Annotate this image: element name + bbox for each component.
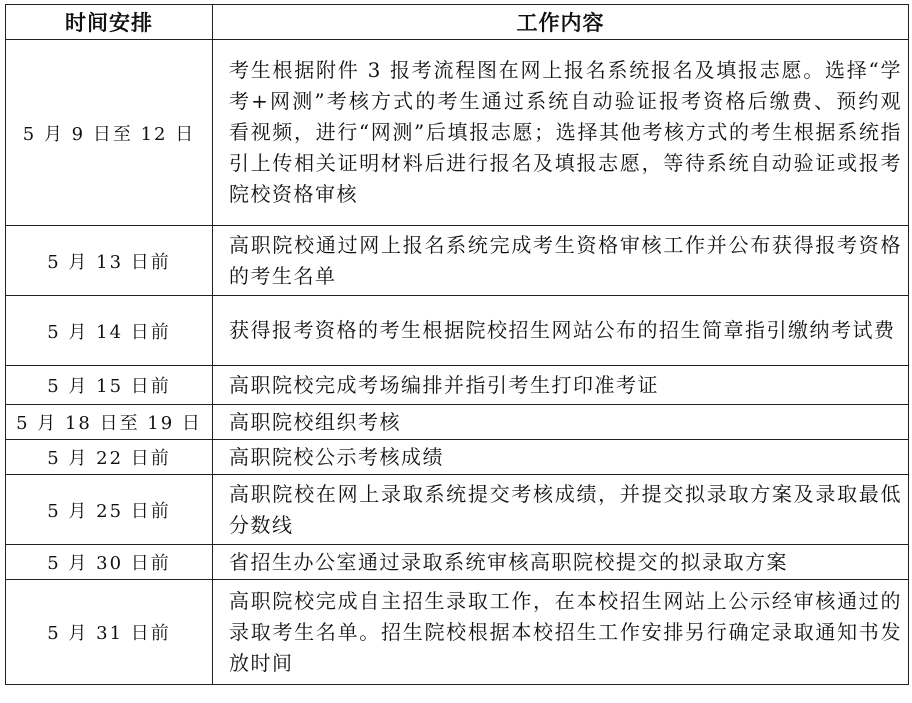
time-cell: 5 月 9 日至 12 日 bbox=[6, 40, 213, 226]
table-row bbox=[6, 40, 909, 226]
content-cell: 高职院校公示考核成绩 bbox=[213, 440, 909, 475]
content-cell: 高职院校在网上录取系统提交考核成绩，并提交拟录取方案及录取最低分数线 bbox=[213, 475, 909, 545]
table-body bbox=[6, 40, 909, 685]
table-row bbox=[6, 475, 909, 545]
time-cell: 5 月 13 日前 bbox=[6, 226, 213, 296]
time-cell: 5 月 18 日至 19 日 bbox=[6, 405, 213, 440]
content-cell: 高职院校通过网上报名系统完成考生资格审核工作并公布获得报考资格的考生名单 bbox=[213, 226, 909, 296]
header-content: 工作内容 bbox=[213, 5, 909, 40]
time-cell: 5 月 22 日前 bbox=[6, 440, 213, 475]
content-cell: 获得报考资格的考生根据院校招生网站公布的招生简章指引缴纳考试费 bbox=[213, 296, 909, 366]
time-cell: 5 月 15 日前 bbox=[6, 366, 213, 405]
table-row bbox=[6, 296, 909, 366]
table-row bbox=[6, 580, 909, 685]
time-cell: 5 月 30 日前 bbox=[6, 545, 213, 580]
header-row bbox=[6, 5, 909, 40]
content-cell: 省招生办公室通过录取系统审核高职院校提交的拟录取方案 bbox=[213, 545, 909, 580]
time-cell: 5 月 14 日前 bbox=[6, 296, 213, 366]
table-row bbox=[6, 226, 909, 296]
header-time: 时间安排 bbox=[6, 5, 213, 40]
content-cell: 高职院校完成自主招生录取工作，在本校招生网站上公示经审核通过的录取考生名单。招生院校根据本校招生工作安排另行确定录取通知书发放时间 bbox=[213, 580, 909, 685]
schedule-table bbox=[5, 4, 909, 685]
table-row bbox=[6, 405, 909, 440]
table-row bbox=[6, 440, 909, 475]
content-cell: 高职院校完成考场编排并指引考生打印准考证 bbox=[213, 366, 909, 405]
time-cell: 5 月 31 日前 bbox=[6, 580, 213, 685]
table-row bbox=[6, 545, 909, 580]
content-cell: 高职院校组织考核 bbox=[213, 405, 909, 440]
table-row bbox=[6, 366, 909, 405]
table-header bbox=[6, 5, 909, 40]
time-cell: 5 月 25 日前 bbox=[6, 475, 213, 545]
content-cell: 考生根据附件 3 报考流程图在网上报名系统报名及填报志愿。选择“学考+网测”考核方式的考生通过系统自动验证报考资格后缴费、预约观看视频，进行“网测”后填报志愿；选择其他考核方式的考生根据系统指引上传相关证明材料后进行报名及填报志愿，等待系统自动验证或报考院校资格审核 bbox=[213, 40, 909, 226]
